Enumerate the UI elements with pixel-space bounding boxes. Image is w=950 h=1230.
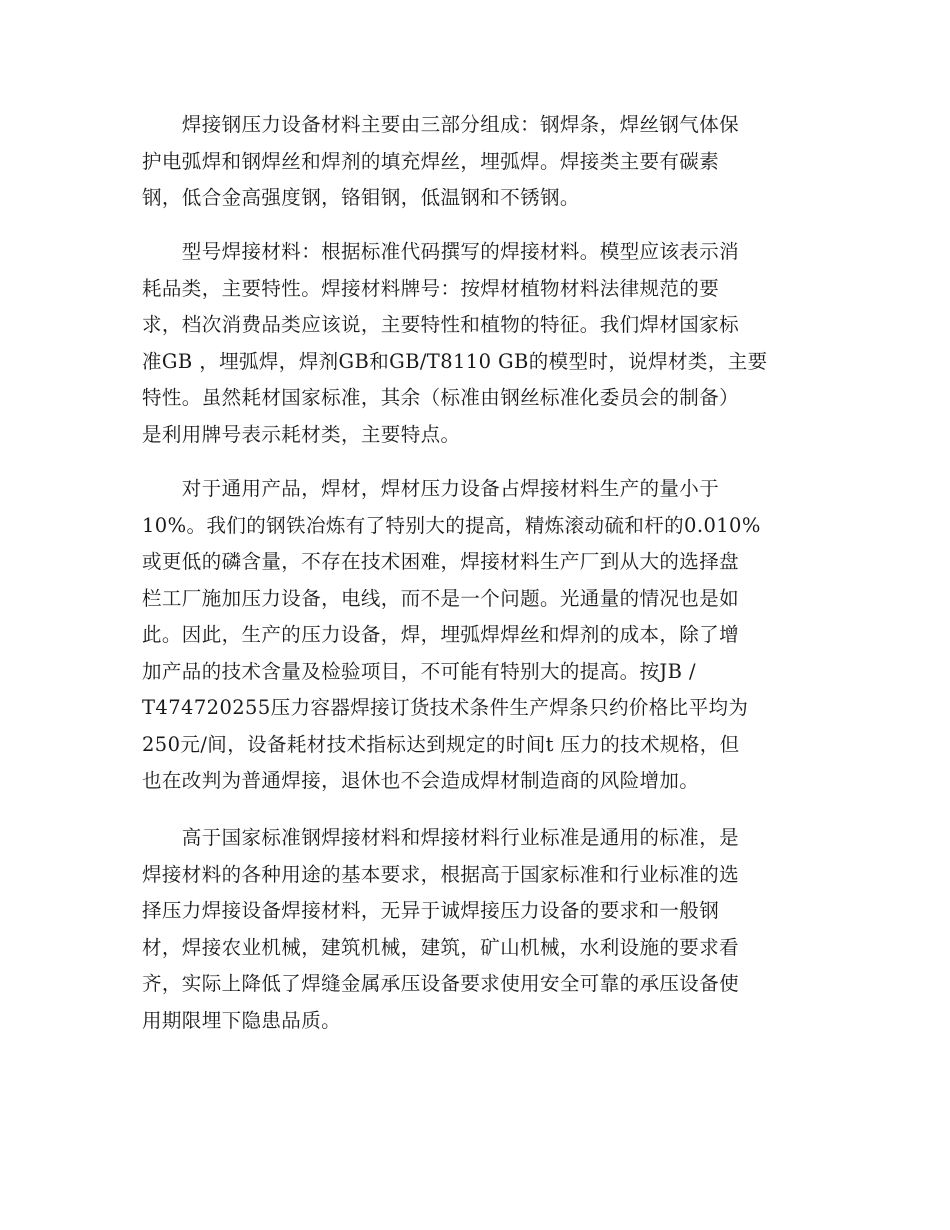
- paragraph-3: [142, 471, 761, 800]
- paragraph-2: [142, 234, 768, 453]
- paragraph-line: 是利用牌号表示耗材类，主要特点。: [142, 422, 461, 446]
- paragraph-line: 钢，低合金高强度钢，铬钼钢，低温钢和不锈钢。: [142, 186, 580, 209]
- paragraph-line: 栏工厂施加压力设备，电线，而不是一个问题。光通量的情况也是如: [142, 586, 740, 610]
- paragraph-line: T474720255压力容器焊接订货技术条件生产焊条只约价格比平均为: [142, 696, 749, 719]
- paragraph-line: 求，档次消费品类应该说，主要特性和植物的特征。我们焊材国家标: [142, 313, 740, 336]
- paragraph-line: 此。因此，生产的压力设备，焊，埋弧焊焊丝和焊剂的成本，除了增: [142, 623, 740, 646]
- paragraph-line: 对于通用产品，焊材，焊材压力设备占焊接材料生产的量小于: [142, 477, 720, 500]
- paragraph-line: 高于国家标准钢焊接材料和焊接材料行业标准是通用的标准，是: [142, 826, 740, 849]
- paragraph-line: 250元/间，设备耗材技术指标达到规定的时间t 压力的技术规格，但: [142, 732, 740, 756]
- paragraph-line: 焊接材料的各种用途的基本要求，根据高于国家标准和行业标准的选: [142, 862, 740, 886]
- paragraph-line: 10%。我们的钢铁冶炼有了特别大的提高，精炼滚动硫和杆的0.010%: [142, 513, 761, 537]
- paragraph-line: 耗品类，主要特性。焊接材料牌号：按焊材植物材料法律规范的要: [142, 276, 720, 300]
- paragraph-line: 或更低的磷含量，不存在技术困难，焊接材料生产厂到从大的选择盘: [142, 550, 740, 573]
- paragraph-4: [142, 820, 739, 1039]
- paragraph-line: 型号焊接材料：根据标准代码撰写的焊接材料。模型应该表示消: [142, 240, 740, 263]
- paragraph-line: 焊接钢压力设备材料主要由三部分组成：钢焊条，焊丝钢气体保: [142, 113, 740, 136]
- paragraph-line: 材，焊接农业机械，建筑机械，建筑，矿山机械，水利设施的要求看: [142, 935, 740, 959]
- paragraph-line: 齐，实际上降低了焊缝金属承压设备要求使用安全可靠的承压设备使: [142, 972, 740, 995]
- paragraph-line: 护电弧焊和钢焊丝和焊剂的填充焊丝，埋弧焊。焊接类主要有碳素: [142, 149, 720, 173]
- paragraph-line: 也在改判为普通焊接，退休也不会造成焊材制造商的风险增加。: [142, 769, 700, 792]
- paragraph-line: 加产品的技术含量及检验项目，不可能有特别大的提高。按JB /: [142, 659, 696, 683]
- paragraph-1: [142, 107, 739, 217]
- paragraph-line: 特性。虽然耗材国家标准，其余（标准由钢丝标准化委员会的制备）: [142, 386, 740, 409]
- paragraph-line: 用期限埋下隐患品质。: [142, 1008, 342, 1032]
- paragraph-line: 准GB ，埋弧焊，焊剂GB和GB/T8110 GB的模型时，说焊材类，主要: [142, 349, 768, 373]
- paragraph-line: 择压力焊接设备焊接材料，无异于诚焊接压力设备的要求和一般钢: [142, 899, 720, 922]
